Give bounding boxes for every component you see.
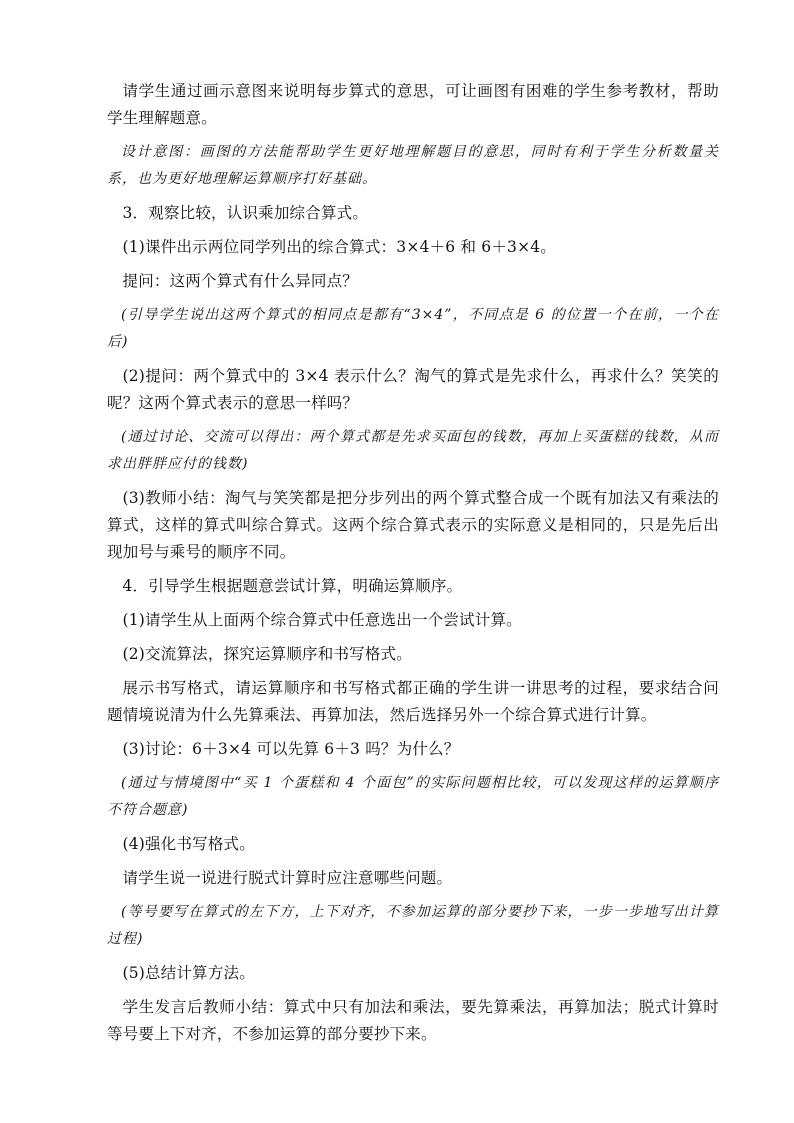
guide-note-3: (通过与情境图中“买 1 个蛋糕和 4 个面包”的实际问题相比较，可以发现这样的运算顺序不符合题意) bbox=[107, 775, 719, 818]
question-similarities: 提问：这两个算式有什么异同点？ bbox=[122, 272, 359, 290]
guide-note-1: (引导学生说出这两个算式的相同点是都有“3×4”，不同点是 6 的位置一个在前，一个在后) bbox=[107, 307, 719, 350]
attention-paragraph: 请学生说一说进行脱式计算时应注意哪些问题。 bbox=[122, 869, 453, 887]
summary-paragraph: 学生发言后教师小结：算式中只有加法和乘法，要先算乘法，再算加法；脱式计算时等号要上下对齐，不参加运算的部分要抄下来。 bbox=[107, 998, 719, 1043]
step-3-3: (3)教师小结：淘气与笑笑都是把分步列出的两个算式整合成一个既有加法又有乘法的算式，这样的算式叫综合算式。这两个综合算式表示的实际意义是相同的，只是先后出现加号与乘号的顺序不同。 bbox=[107, 489, 719, 561]
guide-note-2: (通过讨论、交流可以得出：两个算式都是先求买面包的钱数，再加上买蛋糕的钱数，从而求出胖胖应付的钱数) bbox=[107, 429, 719, 472]
step-4-3: (3)讨论：6＋3×4 可以先算 6＋3 吗？为什么？ bbox=[122, 740, 460, 758]
step-4-5: (5)总结计算方法。 bbox=[122, 964, 255, 982]
step-4-2: (2)交流算法，探究运算顺序和书写格式。 bbox=[122, 645, 412, 663]
step-3-1: (1)课件出示两位同学列出的综合算式：3×4＋6 和 6＋3×4。 bbox=[122, 238, 557, 256]
step-4-1: (1)请学生从上面两个综合算式中任意选出一个尝试计算。 bbox=[122, 611, 522, 629]
step-4-4: (4)强化书写格式。 bbox=[122, 835, 255, 853]
paragraph-1: 请学生通过画示意图来说明每步算式的意思，可让画图有困难的学生参考教材，帮助学生理解题意。 bbox=[107, 82, 719, 127]
section-4-heading: 4．引导学生根据题意尝试计算，明确运算顺序。 bbox=[122, 577, 463, 595]
guide-note-4: (等号要写在算式的左下方，上下对齐，不参加运算的部分要抄下来，一步一步地写出计算过程) bbox=[107, 904, 719, 947]
step-3-2: (2)提问：两个算式中的 3×4 表示什么？淘气的算式是先求什么，再求什么？笑笑的呢？这两个算式表示的意思一样吗？ bbox=[107, 367, 719, 412]
section-3-heading: 3．观察比较，认识乘加综合算式。 bbox=[122, 204, 369, 222]
design-intent-note: 设计意图：画图的方法能帮助学生更好地理解题目的意思，同时有利于学生分析数量关系，也为更好地理解运算顺序打好基础。 bbox=[107, 144, 719, 187]
document-page bbox=[107, 78, 719, 1055]
show-format-paragraph: 展示书写格式，请运算顺序和书写格式都正确的学生讲一讲思考的过程，要求结合问题情境说清为什么先算乘法、再算加法，然后选择另外一个综合算式进行计算。 bbox=[107, 679, 719, 724]
